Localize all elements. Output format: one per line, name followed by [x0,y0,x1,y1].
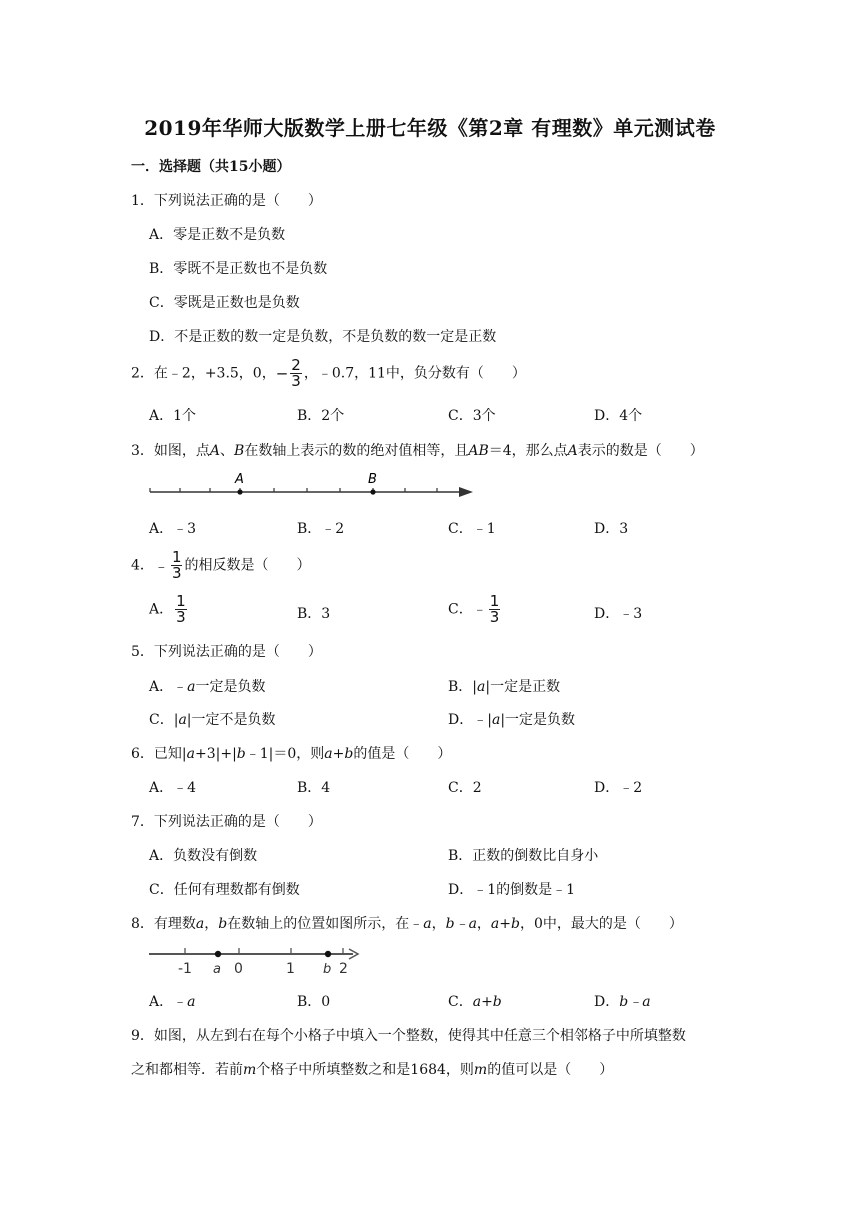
question-6-stem [131,743,451,763]
question-8-option-d [594,991,651,1011]
question-3-text-b: 在数轴上表示的数的绝对值相等，且 [244,443,469,459]
expression: a+b [490,916,520,932]
number-line-figure-q8 [145,942,370,978]
text: |一定是正数 [485,679,561,695]
page-title: 2019年华师大版数学上册七年级《第2章 有理数》单元测试卷 [144,116,716,140]
variable-a: a [491,712,501,728]
expression: b﹣a [619,994,651,1010]
expression: a+b [472,994,502,1010]
question-7-stem: 7．下列说法正确的是（ ） [131,814,322,830]
variable-a: a [423,916,432,932]
point-a-label: A [209,443,221,459]
option-prefix: A． [149,601,174,618]
question-3-text-c: ＝4，那么点 [488,443,568,459]
fraction-denominator: 3 [291,372,301,390]
tick-label-2: 2 [339,961,348,977]
question-3-option-d: D．3 [594,521,629,537]
question-2-option-b: B．2个 [297,408,345,424]
question-5-option-d [448,709,575,729]
question-1-option-d: D．不是正数的数一定是负数，不是负数的数一定是正数 [149,329,497,345]
variable-a: a [195,916,205,932]
text: A．﹣ [149,679,188,695]
question-8-option-a [149,991,195,1011]
fraction-numerator: 1 [171,548,182,566]
fraction-denominator: 3 [171,564,182,582]
variable-m: m [473,1062,488,1078]
question-9-stem-line-2 [131,1059,613,1079]
question-4-stem [131,550,310,581]
question-4-number: 4． [131,557,154,574]
point-a-dot [215,951,221,957]
fraction-one-third [175,594,187,625]
text: 的值可以是（ ） [487,1062,614,1078]
question-2-stem-text-a: 2．在﹣2，+3.5，0， [131,365,276,382]
text: 8．有理数 [131,916,196,932]
minus-sign: ﹣ [153,557,169,575]
question-2-stem [131,358,526,389]
question-1-option-c: C．零既是正数也是负数 [149,295,300,311]
number-line-figure-q3 [145,468,480,502]
variable-a: a [187,679,196,695]
question-3-text-d: 表示的数是（ ） [577,443,704,459]
tick-label-1: 1 [286,961,295,977]
option-prefix: C．﹣ [448,601,487,618]
question-9-stem-line-1: 9．如图，从左到右在每个小格子中填入一个整数，使得其中任意三个相邻格子中所填整数 [131,1028,686,1044]
text: ， [431,916,446,932]
question-2-stem-text-b: ，﹣0.7，11中，负分数有（ ） [303,365,526,382]
text: 一定是负数 [195,679,266,695]
point-b-label: B [234,443,245,459]
fraction-one-third [489,594,501,625]
expression: b﹣a [445,916,477,932]
question-4-option-c [448,594,502,625]
question-7-option-a: A．负数没有倒数 [149,848,258,864]
tick-label-b: b [323,962,332,977]
fraction-denominator: 3 [176,608,186,626]
text: B．| [448,679,478,695]
variable-a: a [186,746,195,762]
point-a-label-2: A [567,443,578,459]
question-7-option-d: D．﹣1的倒数是﹣1 [448,882,576,898]
fraction-numerator: 1 [176,592,186,610]
minus-sign: − [275,364,289,383]
question-8-stem [131,913,683,933]
text: 6．已知| [131,746,187,762]
question-2-option-c: C．3个 [448,408,496,424]
question-5-stem: 5．下列说法正确的是（ ） [131,644,322,660]
variable-a: a [187,994,196,1010]
question-8-option-c [448,991,502,1011]
question-6-option-b: B．4 [297,780,331,796]
figure-label-b: B [368,472,377,487]
question-3-text-a: 3．如图，点 [131,443,210,459]
tick-label-a: a [213,962,221,977]
tick-label-0: 0 [234,961,243,977]
text: A．﹣ [149,994,188,1010]
question-6-option-d: D．﹣2 [594,780,643,796]
question-7-option-b: B．正数的倒数比自身小 [448,848,599,864]
section-heading: 一．选择题（共15小题） [131,159,291,175]
fraction-numerator: 2 [291,356,301,374]
point-a-dot [237,489,242,494]
segment-ab-label: AB [468,443,489,459]
text: 的值是（ ） [353,746,452,762]
question-3-stem [131,440,704,460]
text: ，0中，最大的是（ ） [519,916,683,932]
question-5-option-a [149,676,265,696]
question-2-option-a: A．1个 [149,408,197,424]
variable-b: b [236,746,246,762]
question-3-option-b: B．﹣2 [297,521,345,537]
text: |一定不是负数 [186,712,276,728]
question-4-text: 的相反数是（ ） [184,557,311,574]
fraction-two-thirds [290,358,302,389]
question-5-option-c [149,709,276,729]
variable-m: m [243,1062,257,1078]
question-6-option-c: C．2 [448,780,482,796]
arrow-head-icon [459,487,473,497]
text: ， [204,916,219,932]
point-b-dot [370,489,375,494]
point-b-dot [325,951,331,957]
fraction-numerator: 1 [489,592,500,610]
variable-a: a [477,679,486,695]
text: ﹣1|＝0，则 [245,746,325,762]
question-1-option-b: B．零既不是正数也不是负数 [149,261,328,277]
question-3-option-c: C．﹣1 [448,521,496,537]
tick-label-minus-1: -1 [178,961,192,977]
figure-label-a: A [235,472,244,487]
text: 个格子中所填整数之和是1684，则 [256,1062,474,1078]
question-1-option-a: A．零是正数不是负数 [149,227,286,243]
question-3-option-a: A．﹣3 [149,521,197,537]
text: 之和都相等．若前 [131,1062,243,1078]
question-4-option-b: B．3 [297,606,331,622]
text: C． [448,994,473,1010]
question-6-option-a: A．﹣4 [149,780,197,796]
text: 在数轴上的位置如图所示，在﹣ [227,916,424,932]
separator: 、 [220,443,235,459]
variable-b: b [218,916,228,932]
text: C．| [149,712,179,728]
fraction-one-third [171,550,183,581]
text: |一定是负数 [500,712,576,728]
question-4-option-a [149,594,189,625]
fraction-denominator: 3 [489,608,500,626]
text: D．﹣| [448,712,492,728]
text: ， [476,916,491,932]
question-2-option-d: D．4个 [594,408,643,424]
expression: a+b [324,746,354,762]
question-5-option-b [448,676,560,696]
question-8-option-b: B．0 [297,994,331,1010]
variable-a: a [178,712,187,728]
text: D． [594,994,620,1010]
question-1-stem: 1．下列说法正确的是（ ） [131,193,322,209]
question-7-option-c: C．任何有理数都有倒数 [149,882,300,898]
text: +3|+| [194,746,237,762]
question-4-option-d: D．﹣3 [594,606,643,622]
